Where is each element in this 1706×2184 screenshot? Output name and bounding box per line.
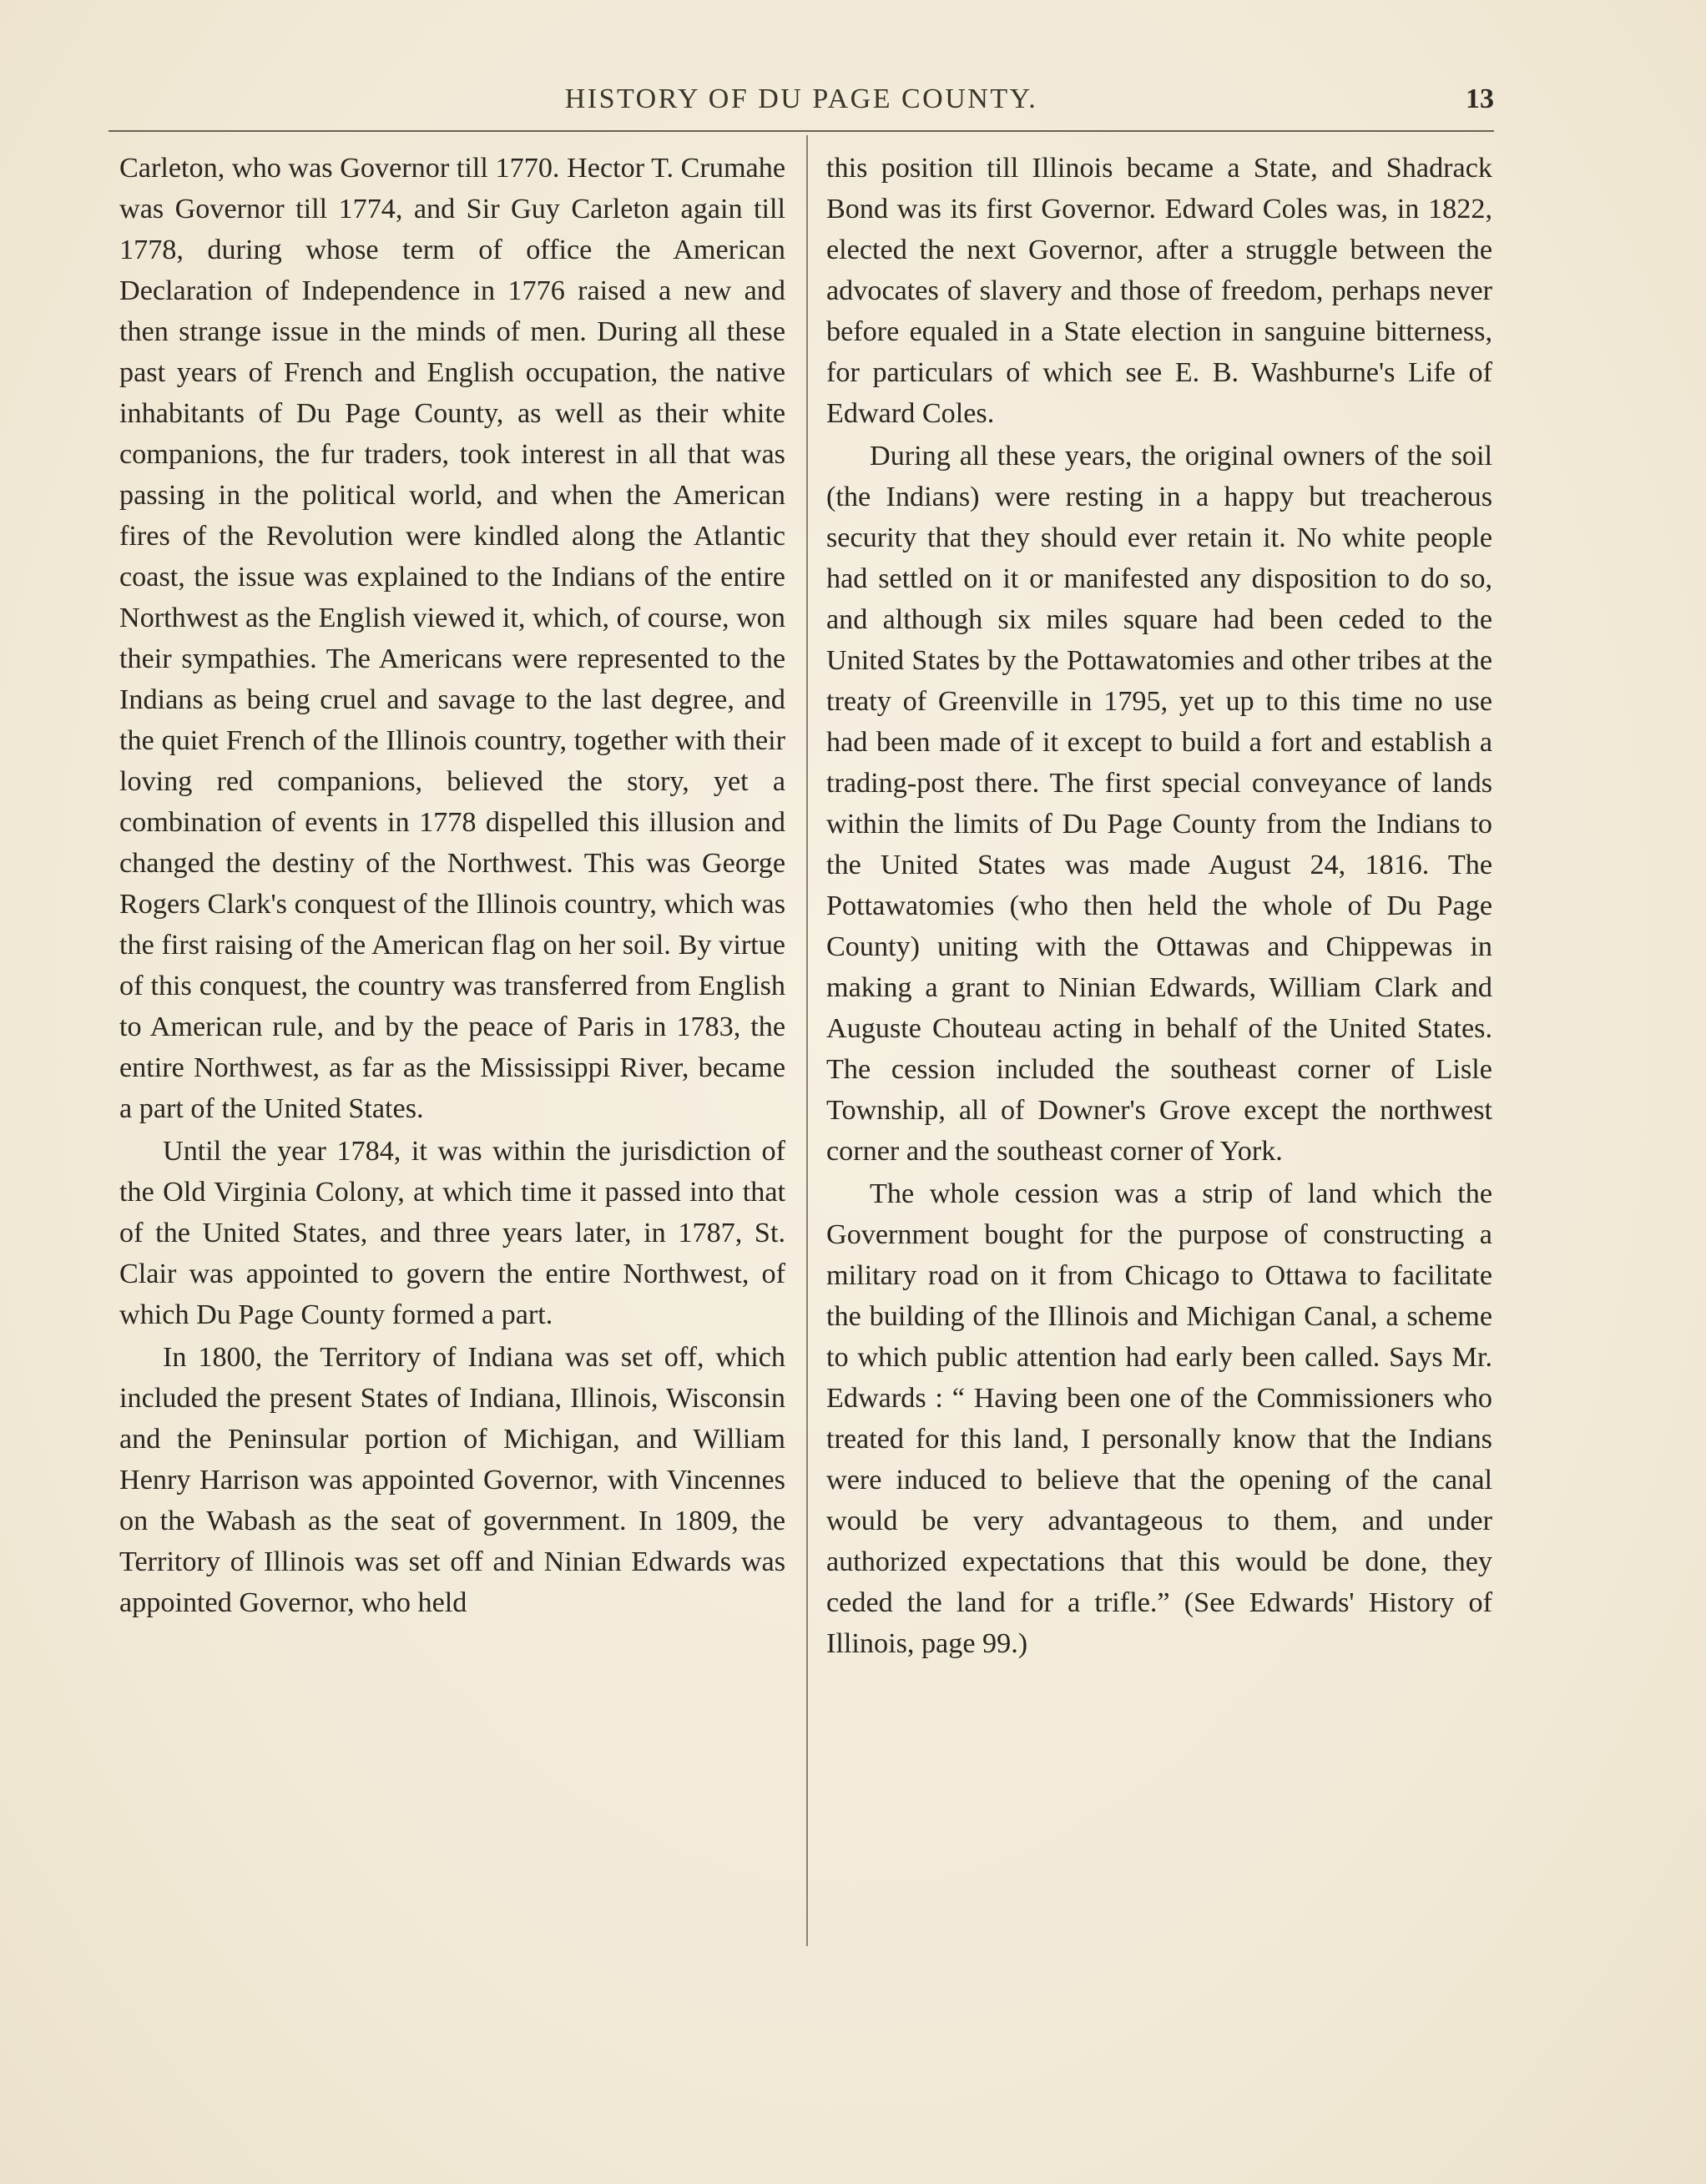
right-paragraph-3: The whole cession was a strip of land which the Government bought for the purpose of constructing a military road on it from Chicago to Ottawa to facilitate the building of the Illinois and Michigan Canal, a scheme to which public attention had early been called. Says Mr. Edwards : “ Having been one of the Commissioners who treated for this land, I personally know that the Indians were induced to believe that the opening of the canal would be very advantageous to them, and under authorized expectations that this would be done, they ceded the land for a trifle.” (See Edwards' History of Illinois, page 99.): [826, 1178, 1492, 1659]
right-paragraph-1: this position till Illinois became a State, and Shadrack Bond was its first Governor. Edward Coles was, in 1822, elected the next Governor, after a struggle between the advocates of slavery and those of freedom, perhaps never before equaled in a State election in sanguine bitterness, for particulars of which see E. B. Washburne's Life of Edward Coles.: [826, 153, 1492, 429]
right-paragraph-2: During all these years, the original owners of the soil (the Indians) were resting in a happy but treacherous security that they should ever retain it. No white people had settled on it or manifested any disposition to do so, and although six miles square had been ceded to the United States by the Pottawatomies and other tribes at the treaty of Greenville in 1795, yet up to this time no use had been made of it except to build a fort and establish a trading-post there. The first special conveyance of lands within the limits of Du Page County from the Indians to the United States was made August 24, 1816. The Pottawatomies (who then held the whole of Du Page County) uniting with the Ottawas and Chippewas in making a grant to Ninian Edwards, William Clark and Auguste Chouteau acting in behalf of the United States. The cession included the southeast corner of Lisle Township, all of Downer's Grove except the northwest corner and the southeast corner of York.: [826, 441, 1492, 1167]
left-paragraph-1: Carleton, who was Governor till 1770. Hector T. Crumahe was Governor till 1774, and Sir Guy Carleton again till 1778, during whose term of office the American Declaration of Independence in 1776 raised a new and then strange issue in the minds of men. During all these past years of French and English occupation, the native inhabitants of Du Page County, as well as their white companions, the fur traders, took interest in all that was passing in the political world, and when the American fires of the Revolution were kindled along the Atlantic coast, the issue was explained to the Indians of the entire Northwest as the English viewed it, which, of course, won their sympathies. The Americans were represented to the Indians as being cruel and savage to the last degree, and the quiet French of the Illinois country, together with their loving red companions, believed the story, yet a combination of events in 1778 dispelled this illusion and changed the destiny of the Northwest. This was George Rogers Clark's conquest of the Illinois country, which was the first raising of the American flag on her soil. By virtue of this conquest, the country was transferred from English to American rule, and by the peace of Paris in 1783, the entire Northwest, as far as the Mississippi River, became a part of the United States.: [119, 153, 785, 1124]
header-rule: [109, 130, 1494, 132]
right-column: [826, 148, 1492, 1664]
page-number: 13: [1466, 83, 1494, 114]
left-column: [119, 148, 785, 1623]
left-paragraph-3: In 1800, the Territory of Indiana was set off, which included the present States of Indiana, Illinois, Wisconsin and the Peninsular portion of Michigan, and William Henry Harrison was appointed Governor, with Vincennes on the Wabash as the seat of government. In 1809, the Territory of Illinois was set off and Ninian Edwards was appointed Governor, who held: [119, 1342, 785, 1618]
column-divider: [806, 135, 808, 1946]
running-title: HISTORY OF DU PAGE COUNTY.: [564, 83, 1038, 114]
left-paragraph-2: Until the year 1784, it was within the jurisdiction of the Old Virginia Colony, at which time it passed into that of the United States, and three years later, in 1787, St. Clair was appointed to govern the entire Northwest, of which Du Page County formed a part.: [119, 1136, 785, 1330]
running-head: [109, 80, 1494, 130]
